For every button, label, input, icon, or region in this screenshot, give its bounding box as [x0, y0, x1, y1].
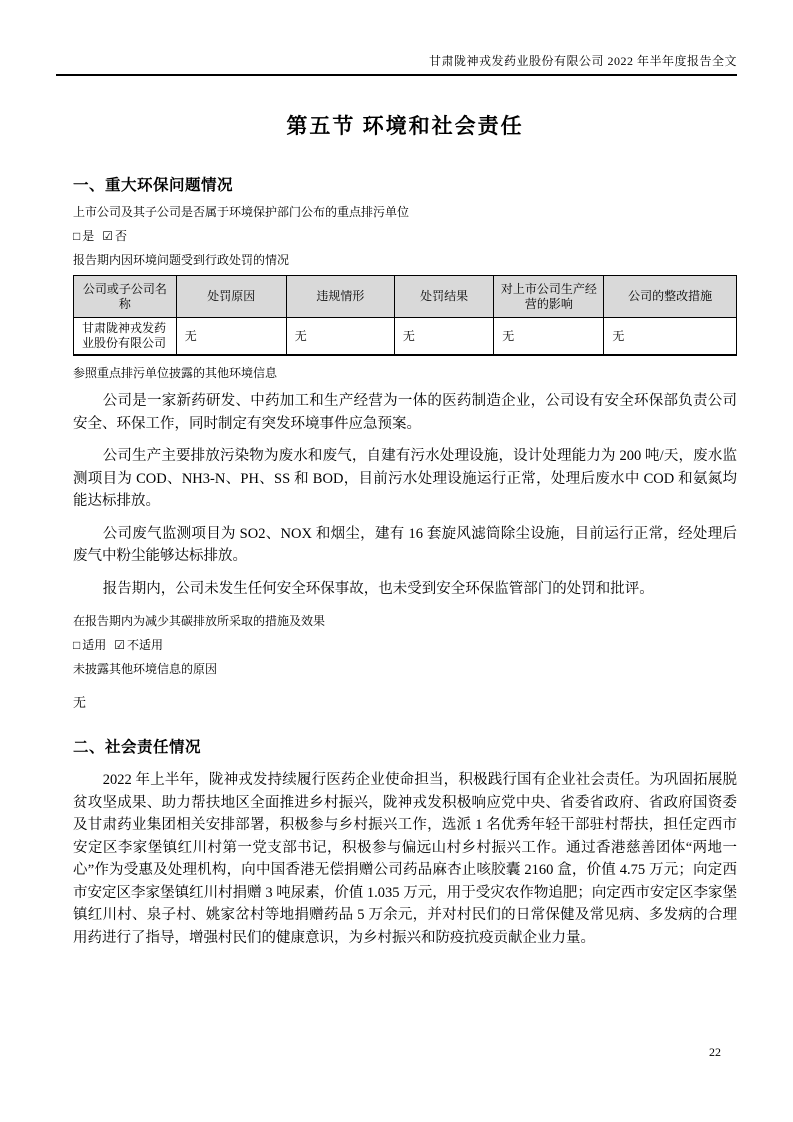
- chapter-title: 第五节 环境和社会责任: [286, 114, 524, 138]
- paragraph: 公司生产主要排放污染物为废水和废气，自建有污水处理设施，设计处理能力为 200 吨/天，废水监测项目为 COD、NH3-N、PH、SS 和 BOD，目前污水处理设施运行正常，处理后废水中 COD 和氨氮均能达标排放。: [73, 448, 737, 509]
- cell-impact: 无: [494, 318, 604, 356]
- checkbox-no: [102, 229, 127, 243]
- section-heading-social-responsibility: 二、社会责任情况: [73, 739, 202, 756]
- page-number: 22: [709, 1045, 721, 1059]
- checkbox-label: 不适用: [127, 638, 164, 652]
- cell-company-name: 甘肃陇神戎发药业股份有限公司: [74, 318, 177, 356]
- cell-violation: 无: [286, 318, 394, 356]
- running-header: 甘肃陇神戎发药业股份有限公司 2022 年半年度报告全文: [56, 0, 737, 76]
- table-header-penalty-result: 处罚结果: [394, 276, 493, 318]
- table-header-row: [74, 276, 737, 318]
- undisclosed-reason-value: 无: [73, 695, 87, 710]
- key-polluter-question: 上市公司及其子公司是否属于环境保护部门公布的重点排污单位: [73, 205, 410, 219]
- checkbox-label: 是: [82, 229, 95, 243]
- cell-penalty-result: 无: [394, 318, 493, 356]
- table-header-impact: 对上市公司生产经营的影响: [494, 276, 604, 318]
- checkbox-applicable: [73, 638, 106, 652]
- other-env-note: 参照重点排污单位披露的其他环境信息: [73, 366, 278, 380]
- table-header-penalty-reason: 处罚原因: [176, 276, 286, 318]
- table-header-rectification: 公司的整改措施: [604, 276, 737, 318]
- checkbox-checked-icon: ☑: [114, 638, 126, 652]
- checkbox-yes: [73, 229, 94, 243]
- checkbox-not-applicable: [114, 638, 163, 652]
- undisclosed-reason-label: 未披露其他环境信息的原因: [73, 662, 218, 676]
- paragraph: 公司废气监测项目为 SO2、NOX 和烟尘，建有 16 套旋风滤筒除尘设施，目前运行正常，经处理后废气中粉尘能够达标排放。: [73, 525, 737, 564]
- cell-rectification: 无: [604, 318, 737, 356]
- paragraph: 2022 年上半年，陇神戎发持续履行医药企业使命担当，积极践行国有企业社会责任。为巩固拓展脱贫攻坚成果、助力帮扶地区全面推进乡村振兴，陇神戎发积极响应党中央、省委省政府、省政府国资委及甘肃药业集团相关安排部署，积极参与乡村振兴工作，选派 1 名优秀年轻干部驻村帮扶，担任定西市安定区李家堡镇红川村第一党支部书记，积极参与偏远山村乡村振兴工作。通过香港慈善团体“两地一心”作为受惠及处理机构，向中国香港无偿捐赠公司药品麻杏止咳胶囊 2160 盒，价值 4.75 万元；向定西市安定区李家堡镇红川村捐赠 3 吨尿素，价值 1.035 万元，用于受灾农作物追肥；向定西市安定区李家堡镇红川村、泉子村、姚家岔村等地捐赠药品 5 万余元，并对村民们的日常保健及常见病、多发病的合理用药进行了指导，增强村民们的健康意识，为乡村振兴和防疫抗疫贡献企业力量。: [73, 772, 737, 946]
- penalty-question: 报告期内因环境问题受到行政处罚的情况: [73, 253, 290, 267]
- carbon-options: [73, 638, 737, 652]
- penalty-table: [73, 275, 737, 356]
- key-polluter-options: [73, 229, 737, 243]
- paragraph: 报告期内，公司未发生任何安全环保事故，也未受到安全环保监管部门的处罚和批评。: [102, 580, 654, 597]
- table-header-company: 公司或子公司名称: [74, 276, 177, 318]
- page-content: [73, 110, 737, 949]
- checkbox-unchecked-icon: □: [73, 229, 81, 243]
- checkbox-checked-icon: ☑: [102, 229, 114, 243]
- carbon-measures-label: 在报告期内为减少其碳排放所采取的措施及效果: [73, 614, 326, 628]
- section-heading-environment: 一、重大环保问题情况: [73, 177, 234, 194]
- checkbox-label: 适用: [82, 638, 107, 652]
- table-header-violation: 违规情形: [286, 276, 394, 318]
- table-row: [74, 318, 737, 356]
- cell-penalty-reason: 无: [176, 318, 286, 356]
- checkbox-unchecked-icon: □: [73, 638, 81, 652]
- paragraph: 公司是一家新药研发、中药加工和生产经营为一体的医药制造企业，公司设有安全环保部负责公司安全、环保工作，同时制定有突发环境事件应急预案。: [73, 393, 737, 432]
- checkbox-label: 否: [115, 229, 128, 243]
